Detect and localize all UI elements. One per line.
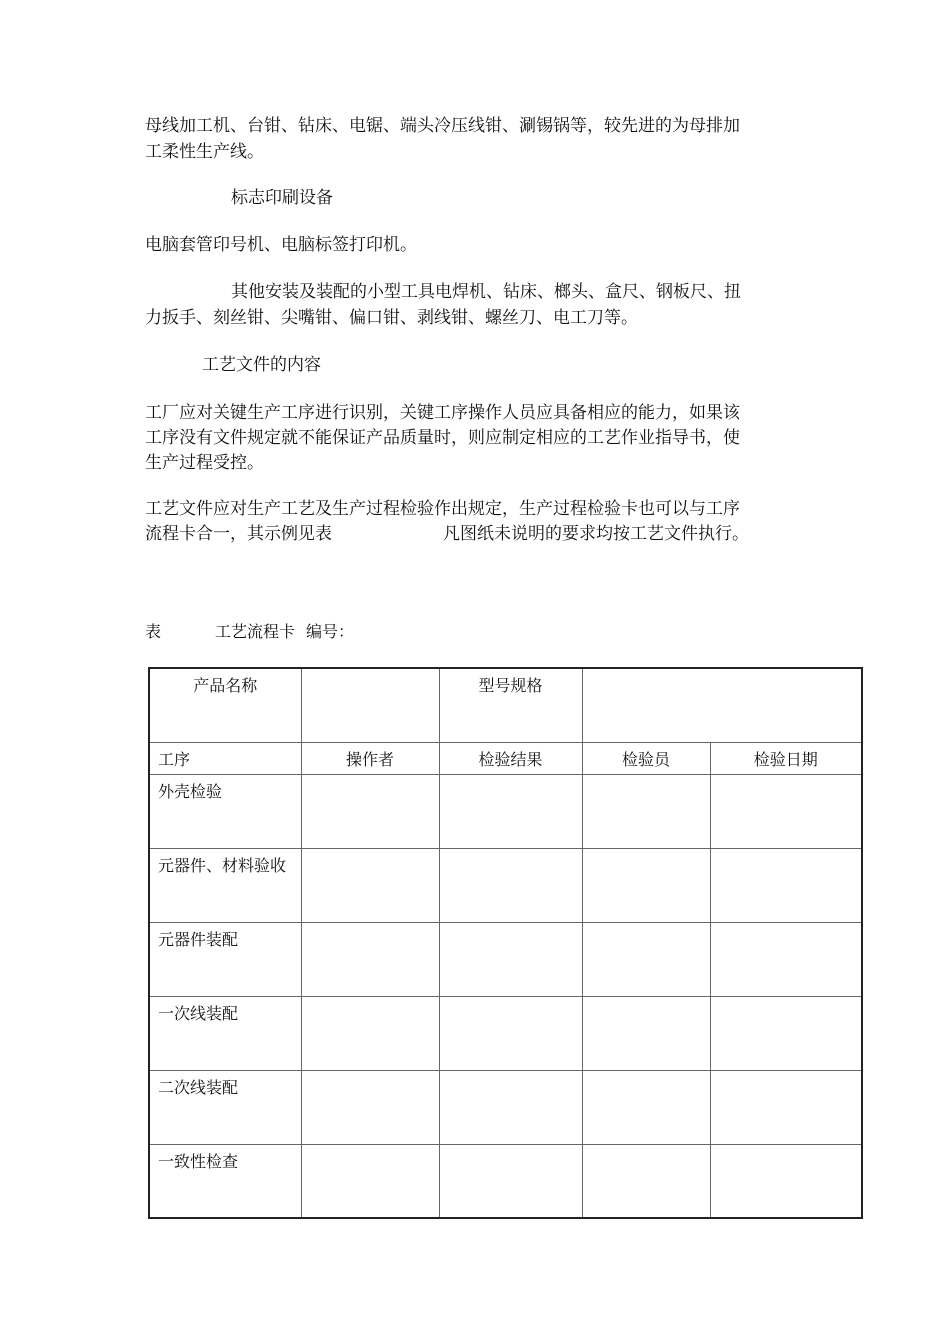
result-cell	[439, 774, 582, 848]
section-heading: 工艺文件的内容	[202, 355, 321, 375]
header-inspector: 检验员	[582, 742, 710, 774]
operator-cell	[301, 848, 439, 922]
body-text-line: 工厂应对关键生产工序进行识别，关键工序操作人员应具备相应的能力，如果该	[145, 403, 740, 423]
header-inspection-result: 检验结果	[439, 742, 582, 774]
header-inspection-date: 检验日期	[710, 742, 862, 774]
date-cell	[710, 996, 862, 1070]
body-text-line: 凡图纸未说明的要求均按工艺文件执行。	[443, 524, 749, 544]
date-cell	[710, 1144, 862, 1218]
inspector-cell	[582, 774, 710, 848]
process-name: 外壳检验	[149, 774, 301, 848]
body-text-line: 力扳手、刻丝钳、尖嘴钳、偏口钳、剥线钳、螺丝刀、电工刀等。	[145, 308, 638, 328]
date-cell	[710, 922, 862, 996]
inspector-cell	[582, 1144, 710, 1218]
date-cell	[710, 774, 862, 848]
body-text-line: 工序没有文件规定就不能保证产品质量时，则应制定相应的工艺作业指导书，使	[145, 428, 740, 448]
product-name-value	[301, 668, 439, 742]
body-text-line: 工柔性生产线。	[145, 142, 264, 162]
operator-cell	[301, 774, 439, 848]
result-cell	[439, 922, 582, 996]
body-text-line: 电脑套管印号机、电脑标签打印机。	[145, 235, 417, 255]
operator-cell	[301, 1144, 439, 1218]
model-spec-value	[582, 668, 862, 742]
inspector-cell	[582, 996, 710, 1070]
result-cell	[439, 848, 582, 922]
body-text-line: 其他安装及装配的小型工具电焊机、钻床、榔头、盒尺、钢板尺、扭	[231, 282, 741, 302]
process-flow-card-table	[148, 667, 863, 1219]
table-row	[149, 922, 862, 996]
inspector-cell	[582, 922, 710, 996]
result-cell	[439, 996, 582, 1070]
process-name: 二次线装配	[149, 1070, 301, 1144]
table-caption-title: 工艺流程卡	[215, 622, 296, 641]
table-caption-number-label: 编号：	[306, 622, 355, 641]
body-text-line: 母线加工机、台钳、钻床、电锯、端头冷压线钳、涮锡锅等，较先进的为母排加	[145, 116, 740, 136]
table-row	[149, 996, 862, 1070]
operator-cell	[301, 922, 439, 996]
operator-cell	[301, 1070, 439, 1144]
body-text-line: 生产过程受控。	[145, 453, 264, 473]
inspector-cell	[582, 1070, 710, 1144]
model-spec-label: 型号规格	[439, 668, 582, 742]
body-text-line: 工艺文件应对生产工艺及生产过程检验作出规定，生产过程检验卡也可以与工序	[145, 499, 740, 519]
process-name: 元器件装配	[149, 922, 301, 996]
result-cell	[439, 1144, 582, 1218]
header-process: 工序	[149, 742, 301, 774]
process-name: 元器件、材料验收	[149, 848, 301, 922]
table-row	[149, 1070, 862, 1144]
header-operator: 操作者	[301, 742, 439, 774]
body-text-line: 流程卡合一，其示例见表	[145, 524, 332, 544]
result-cell	[439, 1070, 582, 1144]
product-name-label: 产品名称	[149, 668, 301, 742]
section-heading: 标志印刷设备	[231, 188, 333, 208]
date-cell	[710, 848, 862, 922]
process-name: 一致性检查	[149, 1144, 301, 1218]
process-name: 一次线装配	[149, 996, 301, 1070]
operator-cell	[301, 996, 439, 1070]
inspector-cell	[582, 848, 710, 922]
table-row	[149, 1144, 862, 1218]
table-row	[149, 774, 862, 848]
table-caption-prefix: 表	[145, 622, 162, 641]
table-row	[149, 848, 862, 922]
date-cell	[710, 1070, 862, 1144]
